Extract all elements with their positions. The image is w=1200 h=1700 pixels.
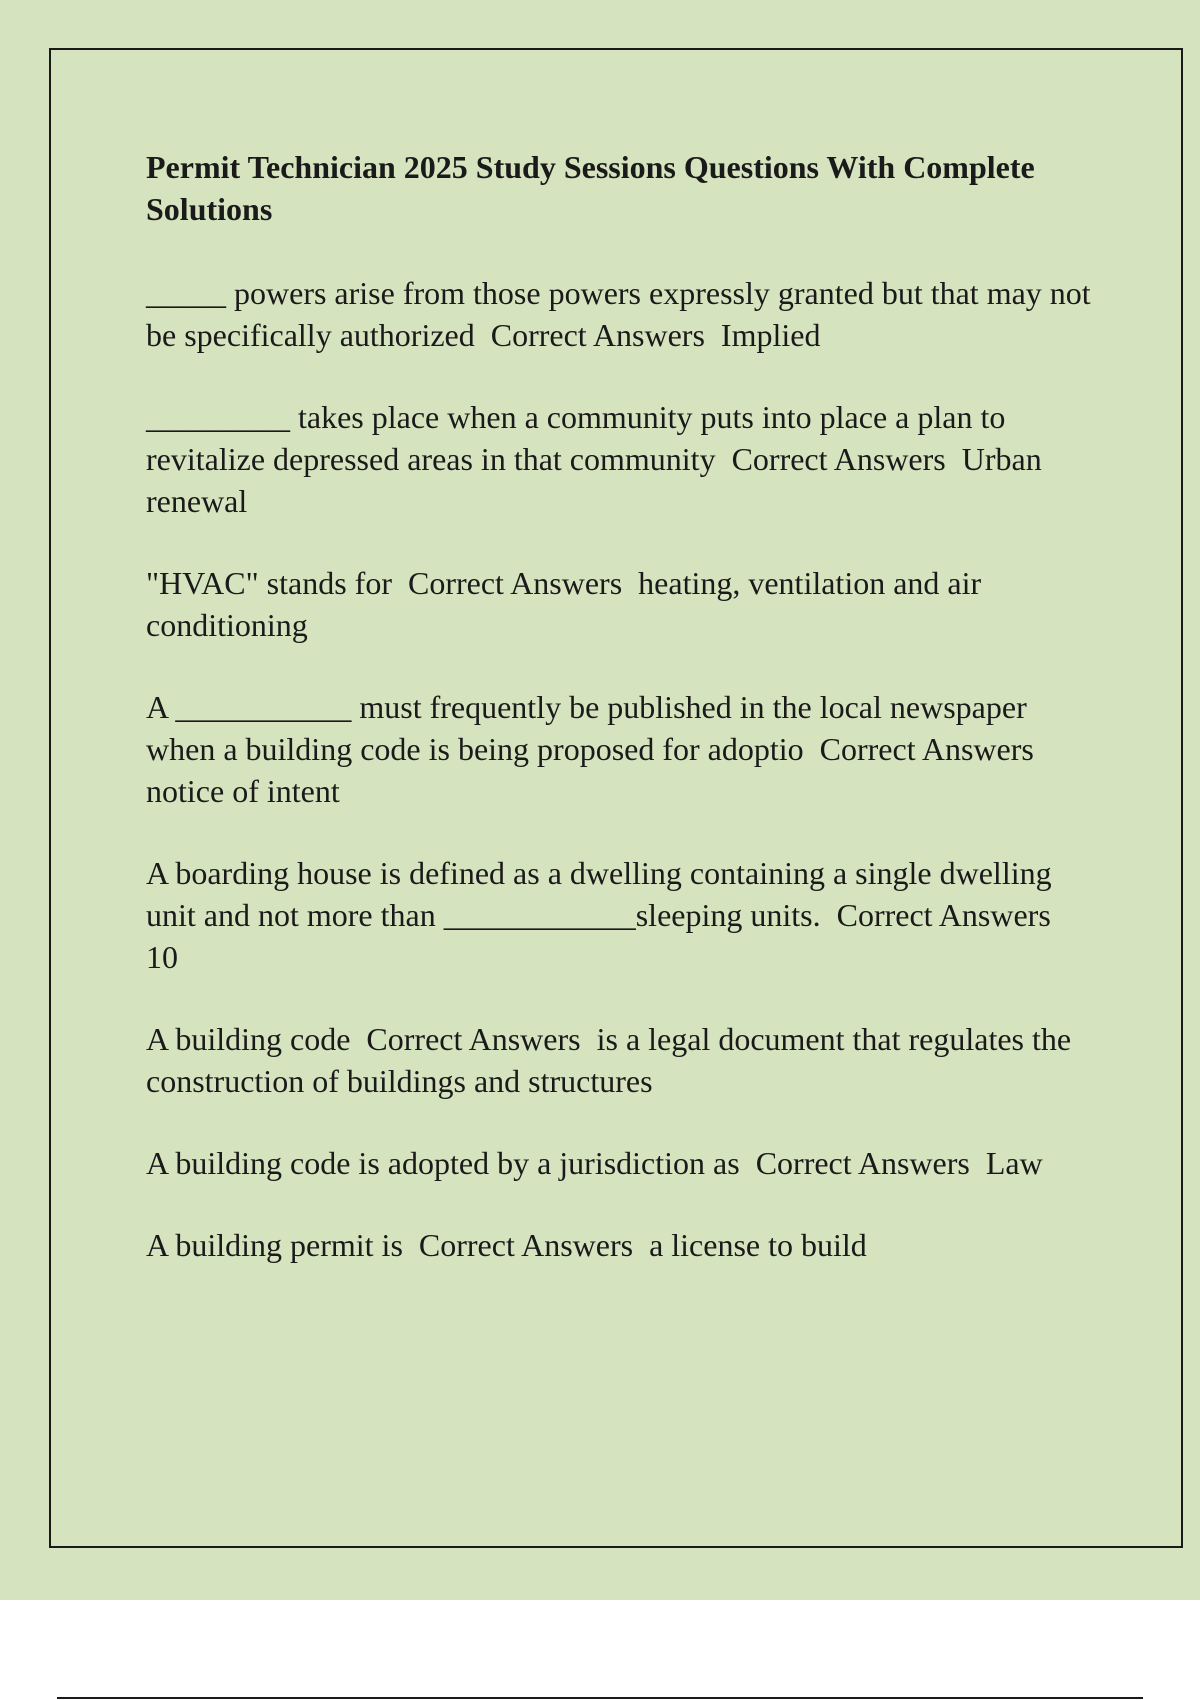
- question-text: _________ takes place when a community puts into place a plan to revitalize depressed areas in that community: [146, 399, 1014, 477]
- qa-item: [146, 1142, 1096, 1184]
- answer-text: a license to build: [649, 1227, 867, 1263]
- qa-item: [146, 686, 1096, 812]
- answer-text: Urban renewal: [146, 441, 1050, 519]
- answer-text: Implied: [720, 317, 821, 353]
- document-title: Permit Technician 2025 Study Sessions Questions With Complete Solutions: [146, 149, 1035, 227]
- question-text: A boarding house is defined as a dwelling containing a single dwelling unit and not more than ____________sleeping units.: [146, 855, 1060, 933]
- question-text: "HVAC" stands for: [146, 565, 392, 601]
- qa-item: [146, 272, 1099, 356]
- document-content: [146, 146, 1099, 1306]
- qa-item: [146, 396, 1096, 522]
- qa-item: [146, 852, 1096, 978]
- answer-label: Correct Answers: [407, 565, 623, 601]
- qa-item: [146, 1224, 1096, 1266]
- answer-label: Correct Answers: [836, 897, 1051, 933]
- question-text: A building code: [146, 1021, 351, 1057]
- answer-text: is a legal document that regulates the construction of buildings and structures: [146, 1021, 1080, 1099]
- question-text: A building code is adopted by a jurisdiction as: [146, 1145, 740, 1181]
- answer-label: Correct Answers: [490, 317, 705, 353]
- question-text: _____ powers arise from those powers expressly granted but that may not be specifically authorized: [146, 275, 1099, 353]
- answer-label: Correct Answers: [366, 1021, 581, 1057]
- footer-rule: [57, 1697, 1143, 1699]
- answer-text: heating, ventilation and air conditioning: [146, 565, 990, 643]
- answer-label: Correct Answers: [819, 731, 1034, 767]
- question-text: A ___________ must frequently be published in the local newspaper when a building code is being proposed for adoptio: [146, 689, 1035, 767]
- answer-label: Correct Answers: [755, 1145, 970, 1181]
- question-text: A building permit is: [146, 1227, 403, 1263]
- answer-text: 10: [146, 939, 178, 975]
- answer-text: notice of intent: [146, 773, 340, 809]
- answer-label: Correct Answers: [731, 441, 946, 477]
- qa-item: [146, 1018, 1096, 1102]
- answer-text: Law: [985, 1145, 1043, 1181]
- answer-label: Correct Answers: [418, 1227, 634, 1263]
- qa-item: [146, 562, 1096, 646]
